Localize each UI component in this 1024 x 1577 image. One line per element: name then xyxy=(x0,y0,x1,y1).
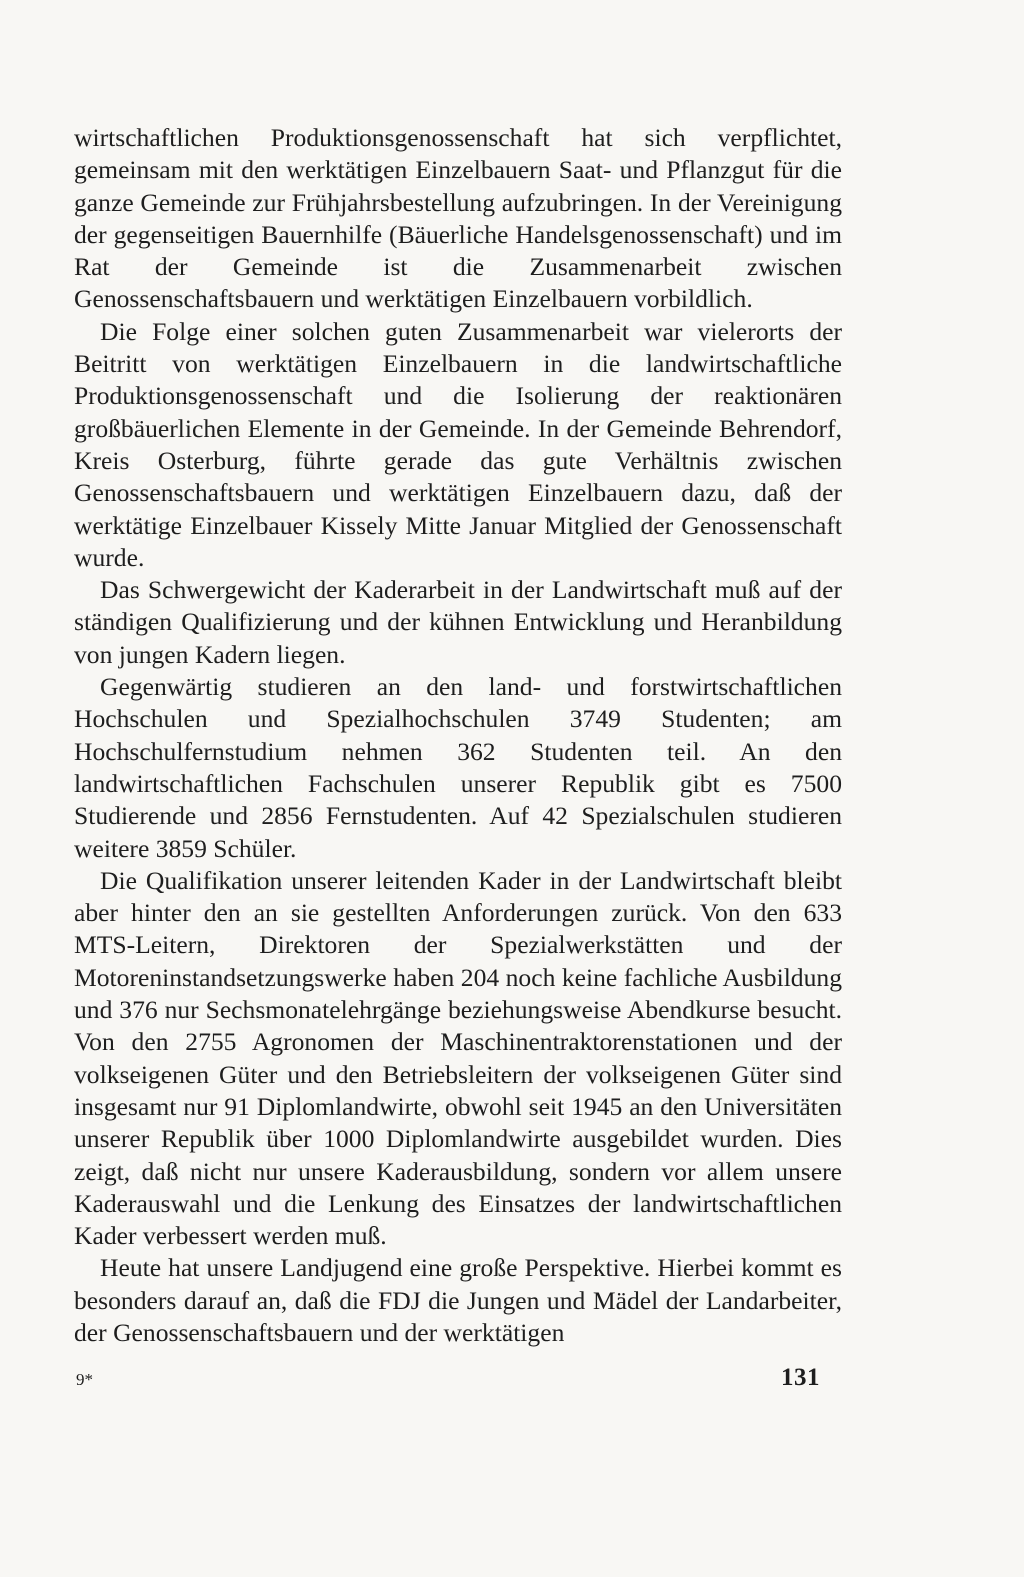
page-footer xyxy=(74,1364,842,1400)
paragraph-2: Die Folge einer solchen guten Zusammenarbeit war vielerorts der Beitritt von werktätigen Einzelbauern in die landwirtschaftliche Produktionsgenossenschaft und die Isolierung der reaktionären großbäuerlichen Elemente in der Gemeinde. In der Gemeinde Behrendorf, Kreis Osterburg, führte gerade das gute Verhältnis zwischen Genossenschaftsbauern und werktätigen Einzelbauern dazu, daß der werktätige Einzelbauer Kissely Mitte Januar Mitglied der Genossenschaft wurde. xyxy=(74,316,842,572)
paragraph-1: wirtschaftlichen Produktionsgenossenschaft hat sich verpflichtet, gemeinsam mit den werktätigen Einzelbauern Saat- und Pflanzgut für die ganze Gemeinde zur Frühjahrsbestellung aufzubringen. In der Vereinigung der gegenseitigen Bauernhilfe (Bäuerliche Handelsgenossenschaft) und im Rat der Gemeinde ist die Zusammenarbeit zwischen Genossenschaftsbauern und werktätigen Einzelbauern vorbildlich. xyxy=(74,123,842,314)
paragraph-6: Heute hat unsere Landjugend eine große Perspektive. Hierbei kommt es besonders darauf an, daß die FDJ die Jungen und Mädel der Landarbeiter, der Genossenschaftsbauern und der werktätigen xyxy=(74,1253,842,1347)
page-number: 131 xyxy=(781,1364,820,1391)
paragraph-4: Gegenwärtig studieren an den land- und forstwirtschaftlichen Hochschulen und Spezialhochschulen 3749 Studenten; am Hochschulfernstudium nehmen 362 Studenten teil. An den landwirtschaftlichen Fachschulen unserer Republik gibt es 7500 Studierende und 2856 Fernstudenten. Auf 42 Spezialschulen studieren weitere 3859 Schüler. xyxy=(74,672,842,863)
paragraph-5: Die Qualifikation unserer leitenden Kader in der Landwirtschaft bleibt aber hinter den an sie gestellten Anforderungen zurück. Von den 633 MTS-Leitern, Direktoren der Spezialwerkstätten und der Motoreninstandsetzungswerke haben 204 noch keine fachliche Ausbildung und 376 nur Sechsmonatelehrgänge beziehungsweise Abendkurse besucht. Von den 2755 Agronomen der Maschinentraktorenstationen und der volkseigenen Güter und den Betriebsleitern der volkseigenen Güter sind insgesamt nur 91 Diplomlandwirte, obwohl seit 1945 an den Universitäten unserer Republik über 1000 Diplomlandwirte ausgebildet wurden. Dies zeigt, daß nicht nur unsere Kaderausbildung, sondern vor allem unsere Kaderauswahl und die Lenkung des Einsatzes der landwirtschaftlichen Kader verbessert werden muß. xyxy=(74,865,842,1251)
body-text xyxy=(74,122,842,1349)
signature-mark: 9* xyxy=(76,1370,93,1389)
paragraph-3: Das Schwergewicht der Kaderarbeit in der Landwirtschaft muß auf der ständigen Qualifizierung und der kühnen Entwicklung und Heranbildung von jungen Kadern liegen. xyxy=(74,575,842,669)
